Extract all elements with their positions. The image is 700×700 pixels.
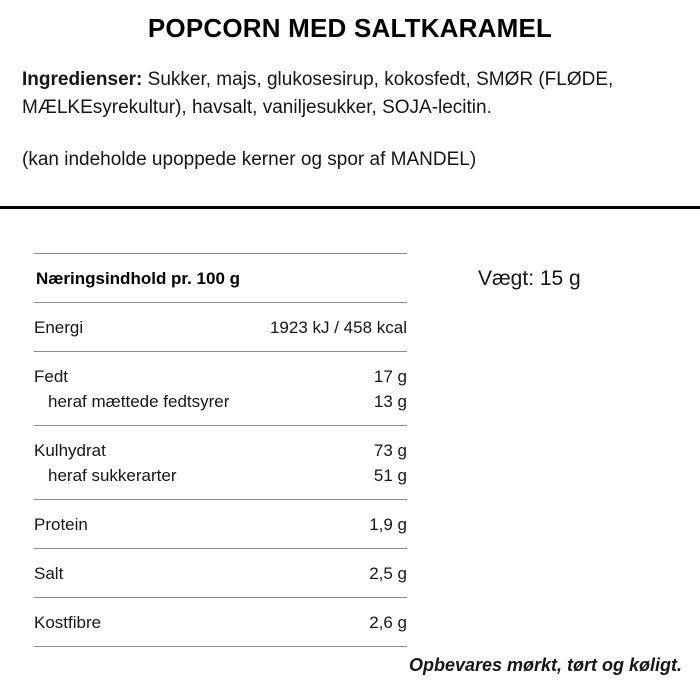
nutrient-value: 51 g	[373, 466, 407, 485]
nutrient-value: 2,6 g	[369, 613, 407, 632]
table-rule-bottom	[34, 646, 407, 647]
table-row	[34, 426, 407, 499]
nutrient-value: 1923 kJ / 458 kcal	[269, 318, 407, 337]
nutrient-name: Fedt	[34, 367, 69, 386]
nutrition-table	[34, 253, 407, 647]
nutrient-value: 1,9 g	[369, 515, 407, 534]
table-row	[34, 549, 407, 597]
ingredients-label: Ingredienser:	[22, 69, 143, 90]
section-divider	[0, 206, 700, 209]
net-weight: Vægt: 15 g	[478, 267, 581, 290]
nutrient-row	[34, 364, 407, 389]
ingredients-text	[22, 66, 662, 122]
nutrient-subrow	[34, 389, 407, 414]
nutrient-name: Energi	[34, 318, 84, 337]
nutrient-subrow	[34, 463, 407, 488]
nutrient-row	[34, 315, 407, 340]
allergen-note: (kan indeholde upoppede kerner og spor af MANDEL)	[22, 149, 477, 170]
nutrient-row	[34, 561, 407, 586]
table-row	[34, 352, 407, 425]
table-row	[34, 598, 407, 646]
nutrient-name: Kostfibre	[34, 613, 102, 632]
nutrient-name: heraf sukkerarter	[48, 466, 177, 485]
ingredients-list: Sukker, majs, glukosesirup, kokosfedt, SMØR (FLØDE, MÆLKEsyrekultur), havsalt, vaniljesukker, SOJA-lecitin.	[22, 69, 614, 118]
nutrient-value: 17 g	[373, 367, 407, 386]
nutrition-table-header: Næringsindhold pr. 100 g	[36, 269, 241, 288]
nutrient-name: Protein	[34, 515, 88, 534]
nutrient-value: 73 g	[373, 441, 407, 460]
nutrient-row	[34, 438, 407, 463]
nutrient-name: Kulhydrat	[34, 441, 106, 460]
nutrient-row	[34, 610, 407, 635]
nutrient-name: Salt	[34, 564, 64, 583]
table-row	[34, 500, 407, 548]
page-title: POPCORN MED SALTKARAMEL	[147, 13, 553, 43]
storage-instructions: Opbevares mørkt, tørt og køligt.	[408, 655, 682, 675]
nutrient-value: 2,5 g	[369, 564, 407, 583]
nutrition-rows-container	[34, 302, 407, 647]
nutrient-name: heraf mættede fedtsyrer	[48, 392, 230, 411]
ingredients-section	[22, 66, 662, 122]
nutrient-row	[34, 512, 407, 537]
table-row	[34, 303, 407, 351]
nutrient-value: 13 g	[373, 392, 407, 411]
